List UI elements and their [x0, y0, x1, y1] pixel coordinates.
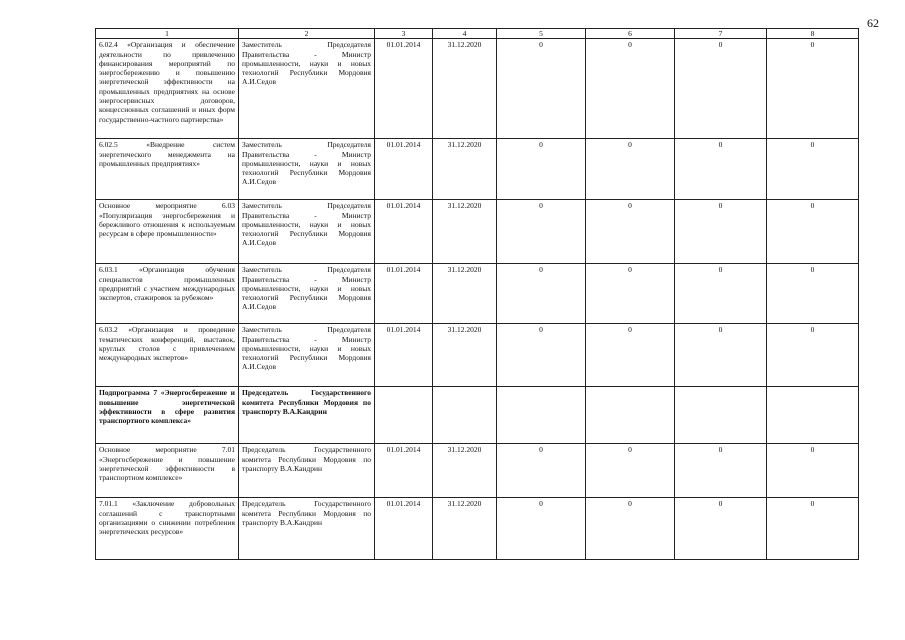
column-header: 8	[767, 29, 859, 39]
header-row	[96, 29, 859, 39]
value-cell: 0	[586, 444, 675, 498]
value-cell: 0	[675, 444, 767, 498]
measure-name: 6.02.4 «Организация и обеспечение деятельности по привлечению финансирования мероприятий по энергосбережению и повышению энергетической эффективности на промышленных предприятиях на основе энергосервисных договоров, концессионных соглашений и иных форм государственно-частного партнерства»	[96, 39, 239, 139]
start-date: 01.01.2014	[375, 498, 433, 560]
value-cell: 0	[675, 324, 767, 387]
responsible-person: Председатель Государственного комитета Республики Мордовия по транспорту В.А.Кандрин	[239, 387, 375, 444]
end-date: 31.12.2020	[433, 200, 497, 264]
responsible-person: Заместитель Председателя Правительства - Министр промышленности, науки и новых технологий Республики Мордовия А.И.Седов	[239, 324, 375, 387]
end-date: 31.12.2020	[433, 498, 497, 560]
table-body	[96, 39, 859, 560]
page-number: 62	[867, 16, 879, 30]
measure-name: 6.03.2 «Организация и проведение тематических конференций, выставок, круглых столов с привлечением международных экспертов»	[96, 324, 239, 387]
start-date: 01.01.2014	[375, 139, 433, 200]
value-cell: 0	[767, 444, 859, 498]
responsible-person: Заместитель Председателя Правительства - Министр промышленности, науки и новых технологий Республики Мордовия А.И.Седов	[239, 200, 375, 264]
measure-name: 7.01.1 «Заключение добровольных соглашений с транспортными организациями о снижении потребления энергетических ресурсов»	[96, 498, 239, 560]
value-cell: 0	[497, 200, 586, 264]
value-cell: 0	[675, 498, 767, 560]
end-date: 31.12.2020	[433, 444, 497, 498]
value-cell: 0	[586, 264, 675, 324]
responsible-person: Заместитель Председателя Правительства - Министр промышленности, науки и новых технологий Республики Мордовия А.И.Седов	[239, 139, 375, 200]
table-row-subprogram	[96, 387, 859, 444]
start-date: 01.01.2014	[375, 200, 433, 264]
responsible-person: Председатель Государственного комитета Республики Мордовия по транспорту В.А.Кандрин	[239, 498, 375, 560]
value-cell: 0	[767, 498, 859, 560]
value-cell: 0	[767, 139, 859, 200]
table-row	[96, 264, 859, 324]
column-header: 3	[375, 29, 433, 39]
measure-name: Основное мероприятие 7.01 «Энергосбережение и повышение энергетической эффективности в транспортном комплексе»	[96, 444, 239, 498]
value-cell: 0	[675, 200, 767, 264]
column-header: 5	[497, 29, 586, 39]
start-date: 01.01.2014	[375, 324, 433, 387]
subprogram-name: Подпрограмма 7 «Энергосбережение и повышение энергетической эффективности в сфере развития транспортного комплекса»	[96, 387, 239, 444]
value-cell: 0	[767, 200, 859, 264]
table-row	[96, 498, 859, 560]
start-date	[375, 387, 433, 444]
start-date: 01.01.2014	[375, 444, 433, 498]
value-cell: 0	[767, 39, 859, 139]
value-cell: 0	[675, 39, 767, 139]
value-cell: 0	[767, 264, 859, 324]
table-row	[96, 39, 859, 139]
column-header: 7	[675, 29, 767, 39]
start-date: 01.01.2014	[375, 39, 433, 139]
value-cell: 0	[586, 39, 675, 139]
value-cell: 0	[497, 264, 586, 324]
end-date: 31.12.2020	[433, 264, 497, 324]
end-date: 31.12.2020	[433, 139, 497, 200]
column-header: 6	[586, 29, 675, 39]
start-date: 01.01.2014	[375, 264, 433, 324]
table-row	[96, 444, 859, 498]
value-cell: 0	[675, 264, 767, 324]
value-cell	[675, 387, 767, 444]
value-cell: 0	[767, 324, 859, 387]
value-cell: 0	[675, 139, 767, 200]
value-cell	[767, 387, 859, 444]
responsible-person: Заместитель Председателя Правительства - Министр промышленности, науки и новых технологий Республики Мордовия А.И.Седов	[239, 39, 375, 139]
table-row	[96, 324, 859, 387]
measures-table	[95, 28, 859, 560]
end-date: 31.12.2020	[433, 39, 497, 139]
value-cell: 0	[497, 39, 586, 139]
column-header: 1	[96, 29, 239, 39]
value-cell: 0	[586, 139, 675, 200]
value-cell: 0	[586, 498, 675, 560]
table-row	[96, 200, 859, 264]
measure-name: 6.03.1 «Организация обучения специалистов промышленных предприятий с участием международных экспертов, стажировок за рубежом»	[96, 264, 239, 324]
column-header: 4	[433, 29, 497, 39]
end-date: 31.12.2020	[433, 324, 497, 387]
responsible-person: Председатель Государственного комитета Республики Мордовия по транспорту В.А.Кандрин	[239, 444, 375, 498]
value-cell	[497, 387, 586, 444]
column-header: 2	[239, 29, 375, 39]
measure-name: Основное мероприятие 6.03 «Популяризация энергосбережения и бережливого отношения к используемым ресурсам в сфере промышленности»	[96, 200, 239, 264]
value-cell: 0	[497, 444, 586, 498]
value-cell: 0	[586, 200, 675, 264]
table-row	[96, 139, 859, 200]
value-cell: 0	[497, 324, 586, 387]
value-cell: 0	[497, 139, 586, 200]
value-cell	[586, 387, 675, 444]
responsible-person: Заместитель Председателя Правительства - Министр промышленности, науки и новых технологий Республики Мордовия А.И.Седов	[239, 264, 375, 324]
value-cell: 0	[586, 324, 675, 387]
value-cell: 0	[497, 498, 586, 560]
measure-name: 6.02.5 «Внедрение систем энергетического менеджмента на промышленных предприятиях»	[96, 139, 239, 200]
end-date	[433, 387, 497, 444]
